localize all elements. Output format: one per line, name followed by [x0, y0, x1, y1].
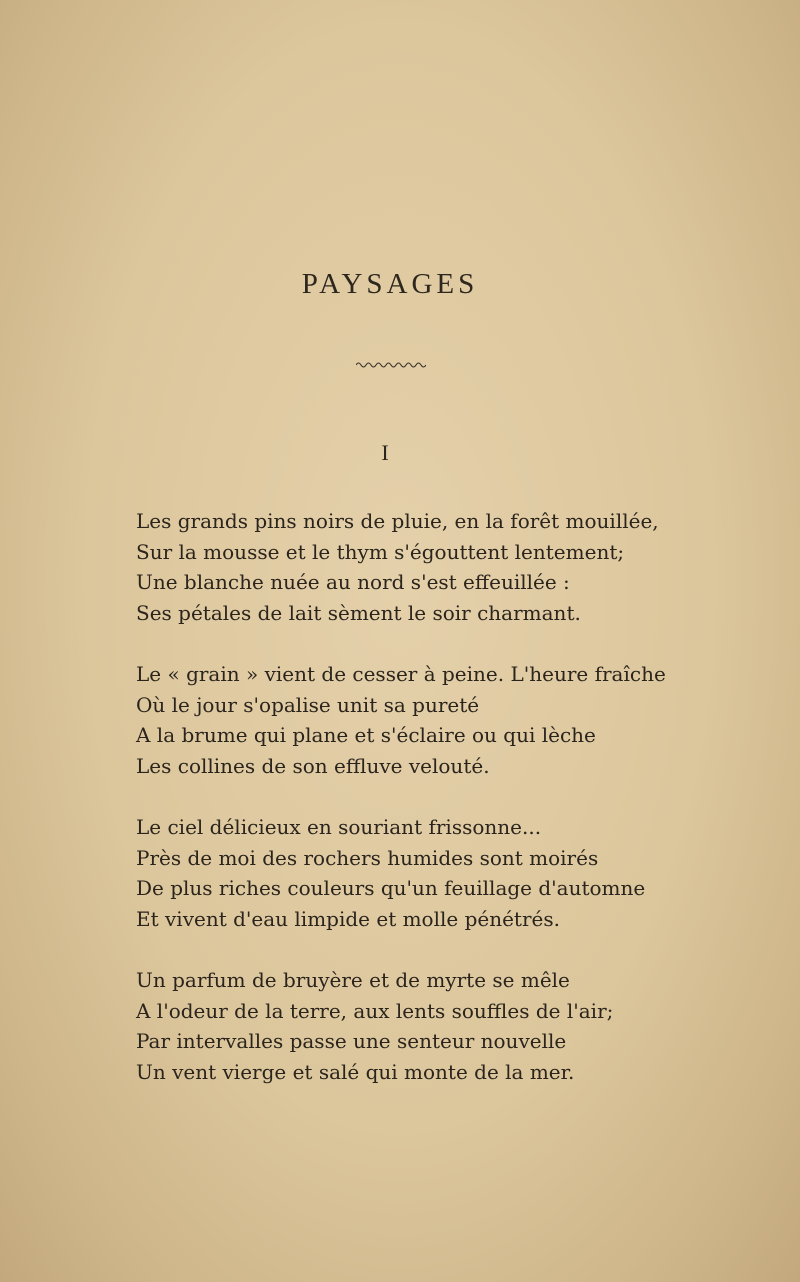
poem: [136, 506, 666, 1118]
verse-line: Près de moi des rochers humides sont moirés: [136, 845, 599, 870]
verse-line: Une blanche nuée au nord s'est effeuillée :: [136, 570, 570, 594]
verse-line: Un vent vierge et salé qui monte de la mer.: [136, 1059, 575, 1084]
verse-line: Et vivent d'eau limpide et molle pénétrés.: [136, 906, 560, 931]
wavy-rule-ornament-icon: [356, 360, 426, 370]
verse-line: Où le jour s'opalise unit sa pureté: [136, 692, 480, 717]
verse-line: Ses pétales de lait sèment le soir charmant.: [136, 600, 581, 625]
verse-line: De plus riches couleurs qu'un feuillage d'automne: [136, 876, 646, 900]
verse-line: Sur la mousse et le thym s'égouttent lentement;: [136, 539, 625, 564]
verse-line: A l'odeur de la terre, aux lents souffles de l'air;: [136, 998, 614, 1023]
stanza: [136, 506, 659, 628]
verse-line: Les grands pins noirs de pluie, en la forêt mouillée,: [136, 509, 659, 533]
page-title: PAYSAGES: [301, 268, 479, 300]
verse-line: A la brume qui plane et s'éclaire ou qui lèche: [136, 723, 596, 747]
verse-line: Un parfum de bruyère et de myrte se mêle: [136, 968, 570, 992]
section-number: I: [381, 440, 389, 465]
verse-line: Par intervalles passe une senteur nouvelle: [136, 1029, 567, 1053]
stanza: [136, 812, 656, 934]
stanza: [136, 659, 666, 781]
verse-line: Les collines de son effluve velouté.: [136, 753, 490, 778]
verse-line: Le « grain » vient de cesser à peine. L'heure fraîche: [136, 662, 666, 686]
stanza: [136, 965, 656, 1087]
verse-line: Le ciel délicieux en souriant frissonne...: [136, 815, 542, 839]
